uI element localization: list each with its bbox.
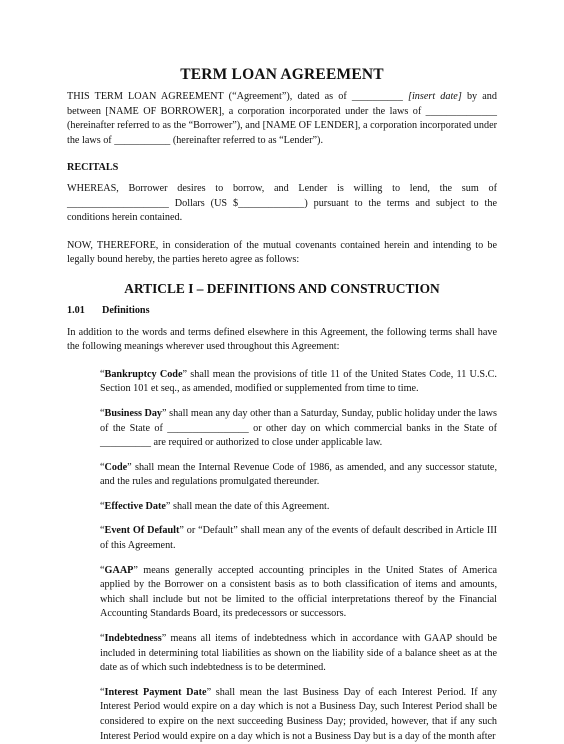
- defined-term: Indebtedness: [104, 633, 162, 645]
- quote-mark: “: [100, 686, 105, 698]
- recitals-heading: RECITALS: [67, 162, 119, 174]
- quote-mark: “: [100, 500, 105, 512]
- defined-term: Business Day: [104, 407, 163, 419]
- definition-text: ” shall mean the date of this Agreement.: [165, 500, 330, 512]
- whereas-paragraph: WHEREAS, Borrower desires to borrow, and Lender is willing to lend, the sum of ____________________ Dollars (US $_____________) pursuant to the terms and subject to the conditions herein contained.: [67, 182, 497, 224]
- quote-mark: “: [100, 407, 105, 419]
- definition-bankruptcy-code: [100, 368, 497, 397]
- definitions-intro: In addition to the words and terms defined elsewhere in this Agreement, the following terms shall have the following meanings wherever used throughout this Agreement:: [67, 326, 497, 353]
- quote-mark: “: [100, 633, 105, 645]
- quote-mark: “: [100, 368, 105, 380]
- defined-term: Effective Date: [104, 500, 166, 512]
- now-therefore-paragraph: NOW, THEREFORE, in consideration of the mutual covenants contained herein and intending to be legally bound hereby, the parties hereto agree as follows:: [67, 239, 497, 266]
- definition-text: ” means generally accepted accounting principles in the United States of America applied by the Borrower on a consistent basis as to both classification of items and amounts, which shall include but not be limited to the official interpretations thereof by the Financial Accounting Standards Board, its predecessors or successors.: [100, 564, 497, 620]
- article-heading: ARTICLE I – DEFINITIONS AND CONSTRUCTION: [124, 280, 440, 296]
- section-heading: [67, 304, 497, 319]
- insert-date-placeholder: [insert date]: [407, 91, 462, 102]
- definition-text: ” shall mean the provisions of title 11 of the United States Code, 11 U.S.C. Section 101 et seq., as amended, modified or supplemented from time to time.: [100, 368, 497, 395]
- defined-term: Event Of Default: [104, 525, 180, 537]
- quote-mark: “: [100, 525, 105, 537]
- quote-mark: “: [100, 461, 105, 473]
- intro-text-1: THIS TERM LOAN AGREEMENT (“Agreement”), dated as of __________: [67, 91, 408, 102]
- definition-interest-payment-date: [100, 686, 497, 744]
- definition-event-of-default: [100, 524, 497, 553]
- definition-business-day: [100, 407, 497, 451]
- definition-gaap: [100, 564, 497, 622]
- definition-code: [100, 461, 497, 490]
- definition-text: ” shall mean the last Business Day of each Interest Period. If any Interest Period would expire on a day which is not a Business Day, such Interest Period shall be considered to expire on the next succeeding Business Day; provided, however, that if any such Interest Period would expire on a day which is not a Business Day but is a day of the month after: [100, 686, 498, 742]
- intro-text-2: by and between [NAME OF BORROWER], a corporation incorporated under the laws of ______________ (hereinafter referred to as the “Borrower”), and [NAME OF LENDER], a corporation incorporated under the laws of ___________ (hereinafter referred to as “Lender”).: [67, 91, 497, 146]
- defined-term: Code: [104, 461, 128, 473]
- quote-mark: “: [100, 564, 105, 576]
- definition-text: ” means all items of indebtedness which in accordance with GAAP should be included in determining total liabilities as shown on the liability side of a balance sheet as at the date as of which such indebtedness is to be determined.: [100, 633, 497, 674]
- section-number: 1.01: [67, 304, 85, 316]
- definition-indebtedness: [100, 632, 497, 676]
- definition-text: ” shall mean any day other than a Saturday, Sunday, public holiday under the laws of the State of ________________ or other day on which commercial banks in the State of __________ are required or authorized to close under applicable law.: [100, 407, 497, 449]
- intro-paragraph: [67, 90, 497, 148]
- definition-text: ” or “Default” shall mean any of the events of default described in Article III of this Agreement.: [100, 525, 497, 552]
- definition-effective-date: [100, 500, 497, 515]
- defined-term: Bankruptcy Code: [104, 368, 183, 380]
- definition-text: ” shall mean the Internal Revenue Code of 1986, as amended, and any successor statute, and the rules and regulations promulgated thereunder.: [100, 461, 497, 488]
- section-title: Definitions: [102, 304, 150, 316]
- defined-term: Interest Payment Date: [104, 686, 207, 698]
- defined-term: GAAP: [104, 564, 134, 576]
- document-title: TERM LOAN AGREEMENT: [180, 66, 384, 83]
